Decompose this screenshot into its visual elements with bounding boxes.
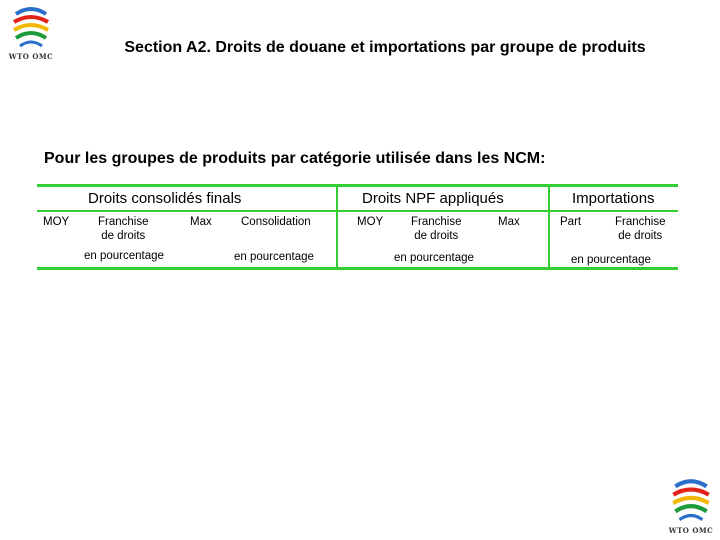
col-mfn-franchise-line1: Franchise [411, 216, 462, 228]
table-top-rule [37, 184, 678, 187]
unit-mfn-pct: en pourcentage [394, 252, 474, 264]
col-bound-franchise [98, 215, 149, 243]
group-mfn-duties: Droits NPF appliqués [362, 190, 504, 207]
col-bound-consolidation: Consolidation [241, 216, 311, 228]
separator-1 [336, 184, 338, 270]
bound-group-rule [37, 210, 336, 212]
separator-2 [548, 184, 550, 270]
table-bottom-rule [37, 267, 678, 270]
wto-emblem-icon [6, 6, 56, 52]
unit-imports-pct: en pourcentage [571, 254, 651, 266]
col-imports-franchise-line1: Franchise [615, 216, 666, 228]
col-bound-moy: MOY [43, 216, 70, 228]
mfn-group-rule [338, 210, 548, 212]
section-subtitle: Pour les groupes de produits par catégorie utilisée dans les NCM: [44, 150, 546, 167]
unit-bound-pct: en pourcentage [84, 250, 164, 262]
unit-consolidation-pct: en pourcentage [234, 251, 314, 263]
col-bound-max: Max [190, 216, 212, 228]
wto-logo-text: WTO OMC [8, 52, 54, 61]
tariff-table-header [37, 184, 678, 270]
col-imports-part: Part [560, 216, 582, 228]
col-bound-franchise-line1: Franchise [98, 216, 149, 228]
col-imports-franchise-line2: de droits [618, 230, 663, 242]
col-mfn-franchise-line2: de droits [414, 230, 459, 242]
wto-logo-bottom [665, 478, 717, 536]
col-mfn-franchise [411, 215, 462, 243]
group-imports: Importations [572, 190, 655, 207]
col-mfn-max: Max [498, 216, 520, 228]
wto-logo-text: WTO OMC [668, 526, 714, 535]
col-imports-franchise [615, 215, 666, 243]
page-title: Section A2. Droits de douane et importations par groupe de produits [124, 39, 646, 56]
wto-logo-top [6, 6, 56, 62]
wto-emblem-icon [665, 478, 717, 526]
group-bound-duties: Droits consolidés finals [88, 190, 242, 207]
col-mfn-moy: MOY [357, 216, 384, 228]
imports-group-rule [550, 210, 678, 212]
col-bound-franchise-line2: de droits [101, 230, 146, 242]
